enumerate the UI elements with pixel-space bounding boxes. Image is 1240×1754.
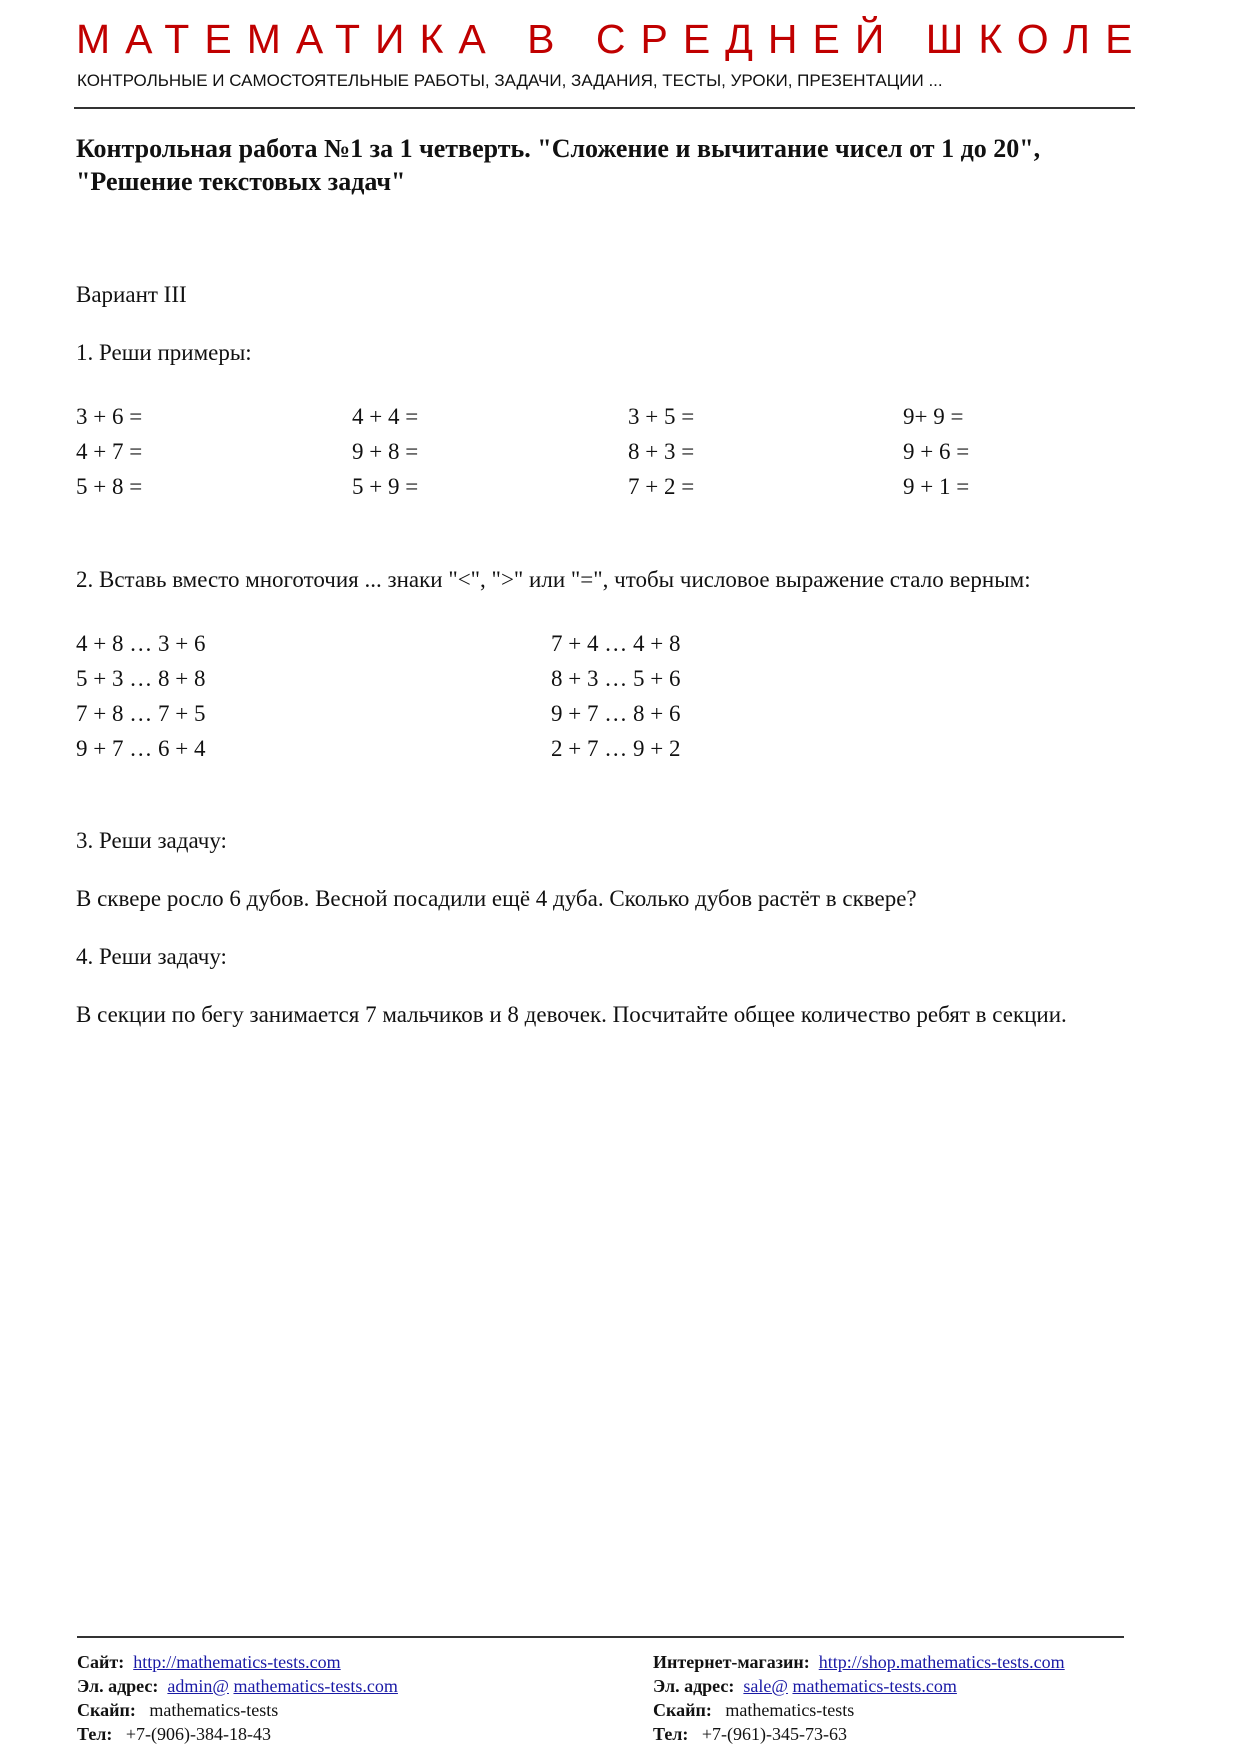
- footer-skype: [77, 1699, 278, 1722]
- footer-shop-email-label: Эл. адрес:: [653, 1676, 735, 1696]
- footer-email: [77, 1675, 398, 1698]
- task2-expression: 9 + 7 … 6 + 4: [76, 736, 206, 761]
- footer-shop-phone-value: +7-(961)-345-73-63: [701, 1724, 848, 1744]
- footer-shop-label: Интернет-магазин:: [653, 1652, 810, 1672]
- task1-example: 3 + 6 =: [76, 404, 143, 429]
- footer-site-label: Сайт:: [77, 1652, 125, 1672]
- task1-example: 9 + 1 =: [903, 474, 970, 499]
- footer-divider: [77, 1636, 1124, 1638]
- task1-example: 5 + 9 =: [352, 474, 419, 499]
- task1-example: 8 + 3 =: [628, 439, 695, 464]
- task4-heading: 4. Реши задачу:: [76, 944, 227, 969]
- task1-example: 3 + 5 =: [628, 404, 695, 429]
- document-title-line1: Контрольная работа №1 за 1 четверть. "Сложение и вычитание чисел от 1 до 20",: [76, 134, 1041, 163]
- header-divider: [74, 107, 1135, 109]
- footer-shop: [653, 1651, 1065, 1674]
- task1-example: 5 + 8 =: [76, 474, 143, 499]
- task1-example: 9+ 9 =: [903, 404, 964, 429]
- variant-label: Вариант III: [76, 282, 187, 307]
- site-title: МАТЕМАТИКА В СРЕДНЕЙ ШКОЛЕ: [76, 16, 1148, 62]
- footer-skype-value: mathematics-tests: [149, 1700, 279, 1720]
- footer-shop-email-domain-link[interactable]: mathematics-tests.com: [792, 1676, 957, 1696]
- task2-expression: 7 + 8 … 7 + 5: [76, 701, 206, 726]
- footer-shop-skype-label: Скайп:: [653, 1700, 712, 1720]
- task2-expression: 9 + 7 … 8 + 6: [551, 701, 681, 726]
- task2-expression: 2 + 7 … 9 + 2: [551, 736, 681, 761]
- task2-expression: 7 + 4 … 4 + 8: [551, 631, 681, 656]
- footer-site: [77, 1651, 341, 1674]
- footer-shop-skype-value: mathematics-tests: [725, 1700, 855, 1720]
- task2-expression: 5 + 3 … 8 + 8: [76, 666, 206, 691]
- footer-email-label: Эл. адрес:: [77, 1676, 159, 1696]
- task2-heading: 2. Вставь вместо многоточия ... знаки "<", ">" или "=", чтобы числовое выражение стало верным:: [76, 567, 1031, 592]
- task3-text: В сквере росло 6 дубов. Весной посадили ещё 4 дуба. Сколько дубов растёт в сквере?: [76, 886, 917, 911]
- footer-shop-email-user-link[interactable]: sale@: [743, 1676, 788, 1696]
- footer-email-user-link[interactable]: admin@: [167, 1676, 229, 1696]
- task1-example: 9 + 6 =: [903, 439, 970, 464]
- task2-expression: 4 + 8 … 3 + 6: [76, 631, 206, 656]
- task1-example: 9 + 8 =: [352, 439, 419, 464]
- task3-heading: 3. Реши задачу:: [76, 828, 227, 853]
- footer-phone: [77, 1723, 271, 1746]
- task1-example: 4 + 7 =: [76, 439, 143, 464]
- footer-email-domain-link[interactable]: mathematics-tests.com: [233, 1676, 398, 1696]
- footer-site-link[interactable]: http://mathematics-tests.com: [133, 1652, 341, 1672]
- document-title-line2: "Решение текстовых задач": [76, 167, 406, 196]
- footer-shop-phone: [653, 1723, 847, 1746]
- task2-expression: 8 + 3 … 5 + 6: [551, 666, 681, 691]
- task4-text: В секции по бегу занимается 7 мальчиков и 8 девочек. Посчитайте общее количество ребят в секции.: [76, 1002, 1067, 1027]
- task1-example: 7 + 2 =: [628, 474, 695, 499]
- footer-shop-link[interactable]: http://shop.mathematics-tests.com: [818, 1652, 1065, 1672]
- footer-phone-value: +7-(906)-384-18-43: [125, 1724, 272, 1744]
- footer-shop-email: [653, 1675, 957, 1698]
- footer-shop-phone-label: Тел:: [653, 1724, 689, 1744]
- site-subtitle: КОНТРОЛЬНЫЕ И САМОСТОЯТЕЛЬНЫЕ РАБОТЫ, ЗАДАЧИ, ЗАДАНИЯ, ТЕСТЫ, УРОКИ, ПРЕЗЕНТАЦИИ ...: [77, 71, 943, 90]
- footer-phone-label: Тел:: [77, 1724, 113, 1744]
- footer-skype-label: Скайп:: [77, 1700, 136, 1720]
- footer-shop-skype: [653, 1699, 854, 1722]
- document-title: [76, 132, 1166, 198]
- task1-example: 4 + 4 =: [352, 404, 419, 429]
- task1-heading: 1. Реши примеры:: [76, 340, 252, 365]
